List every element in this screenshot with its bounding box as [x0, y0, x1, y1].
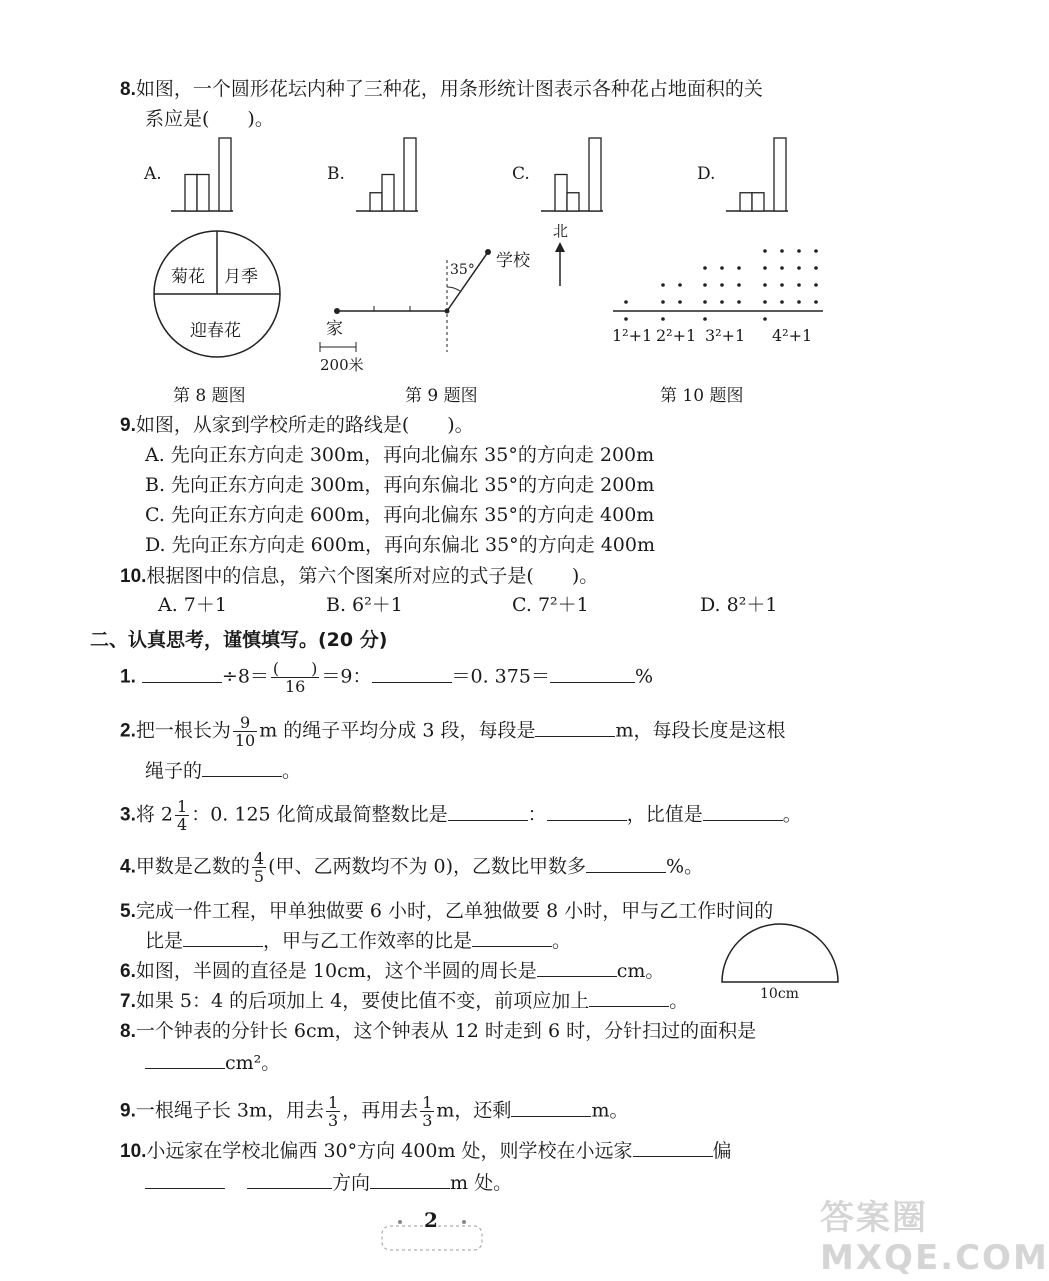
- fill-7-text-b: 。: [669, 990, 689, 1012]
- fill-6-blank[interactable]: [537, 958, 617, 977]
- q9-number: 9.: [120, 415, 136, 436]
- pattern-dot: [703, 266, 707, 270]
- q8-option-a-label: A.: [144, 164, 162, 184]
- fill-5-text-b: 比是: [145, 930, 184, 952]
- fig9-angle-label: 35°: [450, 262, 475, 278]
- semicircle-figure: [716, 920, 846, 990]
- pattern-dot: [703, 300, 707, 304]
- fill-9-fraction-b: [420, 1094, 434, 1129]
- fill-4: [120, 850, 703, 885]
- pattern-dot: [737, 283, 741, 287]
- q10-option-a: A. 7＋1: [158, 594, 227, 616]
- fill-3-text-c: ，比值是: [626, 803, 703, 826]
- fig10-label-1: 1²+1: [612, 326, 653, 345]
- fill-2-line1: [120, 714, 786, 749]
- fill-6-text-b: cm。: [616, 960, 665, 982]
- pattern-dot: [661, 283, 665, 287]
- q10-option-b: B. 6²＋1: [326, 594, 403, 616]
- fill-10-text-b: 偏: [712, 1140, 732, 1162]
- extra-dot: [624, 317, 628, 321]
- fill-9-fraction-a-numerator: 1: [328, 1093, 339, 1112]
- bar: [752, 193, 764, 211]
- q9-stem: [120, 410, 474, 441]
- fill-7-blank[interactable]: [589, 988, 669, 1007]
- q9-option-c: C. 先向正东方向走 600m，再向北偏东 35°的方向走 400m: [145, 504, 655, 526]
- watermark-text: 答案圈 MXQE.COM: [820, 1198, 1049, 1278]
- pattern-dot: [624, 300, 628, 304]
- fill-10-text-c: 方向: [332, 1172, 371, 1194]
- fill-9-text-c: m，还剩: [436, 1099, 512, 1122]
- q9-text: 如图，从家到学校所走的路线是( )。: [135, 414, 474, 436]
- fig9-home-label: 家: [326, 319, 343, 339]
- pattern-dot: [720, 283, 724, 287]
- north-label: 北: [553, 222, 569, 240]
- q10-number: 10.: [120, 566, 147, 587]
- q10-option-c: C. 7²＋1: [512, 594, 589, 616]
- fig8-caption: 第 8 题图: [173, 386, 246, 406]
- q8-text1: 如图，一个圆形花坛内种了三种花，用条形统计图表示各种花占地面积的关: [135, 78, 763, 100]
- pattern-dot: [737, 266, 741, 270]
- fill-5-line1: [120, 896, 773, 927]
- north-arrow-icon: [550, 240, 570, 290]
- fill-1-blank-b[interactable]: [372, 664, 452, 683]
- fill-1-fraction: [271, 660, 320, 695]
- fill-2-text-c: m，每段长度是这根: [615, 719, 786, 742]
- fig10-dot-pattern: [605, 240, 835, 320]
- fill-1-fraction-denominator: 16: [284, 677, 306, 696]
- fill-4-fraction: [252, 850, 266, 885]
- q10-option-d: D. 8²＋1: [700, 594, 778, 616]
- fill-9-fraction-b-denominator: 3: [422, 1111, 433, 1130]
- fill-10-text-a: 小远家在学校北偏西 30°方向 400m 处，则学校在小远家: [146, 1140, 633, 1162]
- q9-option-d: D. 先向正东方向走 600m，再向东偏北 35°的方向走 400m: [145, 534, 655, 556]
- fill-3-blank-a[interactable]: [448, 802, 528, 821]
- fill-3-blank-c[interactable]: [703, 802, 783, 821]
- fill-3-number: 3.: [120, 804, 136, 826]
- fig10-label-4: 4²+1: [772, 326, 813, 345]
- fill-2-number: 2.: [120, 720, 136, 742]
- fill-9-text-b: ，再用去: [342, 1099, 419, 1122]
- fill-10-blank-d[interactable]: [370, 1170, 450, 1189]
- fig8-circle-diagram: [150, 226, 290, 366]
- watermark-logo: [820, 1198, 1049, 1278]
- bar: [382, 175, 394, 212]
- fill-1-text-b: ＝9：: [321, 665, 372, 688]
- pattern-dot: [661, 300, 665, 304]
- fill-8-text-b: cm²。: [225, 1052, 281, 1074]
- fig9-caption: 第 9 题图: [405, 386, 478, 406]
- bar: [185, 175, 197, 212]
- fig8-label-rose: 月季: [224, 267, 258, 287]
- fill-2-blank-b[interactable]: [202, 758, 282, 777]
- fill-4-text-a: 甲数是乙数的: [135, 855, 250, 878]
- fill-4-number: 4.: [120, 856, 136, 878]
- bar: [219, 138, 231, 211]
- extra-dot: [763, 317, 767, 321]
- fill-2-text-e: 。: [282, 760, 302, 782]
- fill-10-number: 10.: [120, 1141, 147, 1162]
- fill-4-text-b: (甲、乙两数均不为 0)，乙数比甲数多: [268, 855, 587, 878]
- semicircle-shape: [722, 924, 838, 982]
- fill-8-text-a: 一个钟表的分针长 6cm，这个钟表从 12 时走到 6 时，分针扫过的面积是: [135, 1020, 757, 1042]
- fill-3-blank-b[interactable]: [547, 802, 627, 821]
- fill-5-text-c: ，甲与乙工作效率的比是: [263, 930, 473, 952]
- bar: [740, 193, 752, 211]
- fill-9-fraction-b-numerator: 1: [422, 1093, 433, 1112]
- fill-5-blank-a[interactable]: [183, 928, 263, 947]
- fill-3-text-b: ：0. 125 化简成最简整数比是: [191, 803, 448, 826]
- pattern-dot: [763, 249, 767, 253]
- fill-9-blank[interactable]: [511, 1098, 591, 1117]
- fill-2-blank-a[interactable]: [535, 718, 615, 737]
- q10-text: 根据图中的信息，第六个图案所对应的式子是( )。: [146, 565, 599, 587]
- q8-option-d-label: D.: [697, 164, 716, 184]
- q9-option-a: A. 先向正东方向走 300m，再向北偏东 35°的方向走 200m: [145, 444, 655, 466]
- fill-1: [120, 660, 653, 695]
- fill-1-blank-c[interactable]: [550, 664, 635, 683]
- fill-9-text-a: 一根绳子长 3m，用去: [135, 1099, 325, 1122]
- fill-10-line2: [145, 1168, 512, 1198]
- section2-title: 二、认真思考，谨慎填写。(20 分): [90, 629, 388, 651]
- q8-option-bar-charts: [0, 0, 1000, 230]
- pattern-dot: [797, 300, 801, 304]
- angle-arc: [447, 287, 460, 291]
- fill-10-blank-c[interactable]: [247, 1170, 332, 1189]
- fill-10-blank-b[interactable]: [145, 1170, 225, 1189]
- fill-1-number: 1.: [120, 666, 136, 688]
- fill-2-fraction: [233, 714, 257, 749]
- fig8-label-jasmine: 迎春花: [190, 321, 241, 341]
- fill-7-number: 7.: [120, 991, 136, 1012]
- fill-5-text-a: 完成一件工程，甲单独做要 6 小时，乙单独做要 8 小时，甲与乙工作时间的: [135, 900, 774, 922]
- pattern-dot: [814, 300, 818, 304]
- extra-dot: [703, 317, 707, 321]
- bar: [370, 193, 382, 211]
- fill-8-number: 8.: [120, 1021, 136, 1042]
- fill-4-blank[interactable]: [586, 854, 666, 873]
- fill-3: [120, 798, 802, 833]
- fill-1-blank-a[interactable]: [142, 664, 222, 683]
- fill-3-colon: ：: [527, 803, 547, 826]
- fill-2-text-d: 绳子的: [145, 760, 203, 782]
- q9-option-b: B. 先向正东方向走 300m，再向东偏北 35°的方向走 200m: [145, 474, 655, 496]
- pattern-dot: [780, 283, 784, 287]
- fill-4-fraction-denominator: 5: [253, 867, 265, 886]
- semicircle-diameter-label: 10cm: [760, 986, 799, 1002]
- bar: [774, 138, 786, 211]
- q8-text2: 系应是( )。: [145, 108, 274, 130]
- q8-number: 8.: [120, 79, 136, 100]
- q8-option-c-label: C.: [512, 164, 530, 184]
- q10-stem: [120, 561, 598, 592]
- fill-6: [120, 956, 664, 987]
- fill-5-number: 5.: [120, 901, 136, 922]
- bar: [555, 175, 567, 212]
- fill-9-fraction-a-denominator: 3: [328, 1111, 339, 1130]
- fill-3-fraction: [175, 798, 189, 833]
- fill-2-text-b: m 的绳子平均分成 3 段，每段是: [259, 719, 536, 742]
- fill-1-text-c: ＝0. 375＝: [451, 665, 550, 688]
- pattern-dot: [797, 283, 801, 287]
- fill-8-line2: [145, 1048, 280, 1078]
- fill-2-fraction-denominator: 10: [234, 731, 256, 750]
- pattern-dot: [814, 249, 818, 253]
- fill-8-line1: [120, 1016, 756, 1047]
- pattern-dot: [678, 300, 682, 304]
- fill-7-text-a: 如果 5：4 的后项加上 4，要使比值不变，前项应加上: [135, 990, 590, 1012]
- pattern-dot: [780, 300, 784, 304]
- pattern-dot: [720, 300, 724, 304]
- fill-10-line1: [120, 1136, 732, 1167]
- fill-6-number: 6.: [120, 961, 136, 982]
- pattern-dot: [703, 283, 707, 287]
- fill-3-text-d: 。: [782, 803, 802, 826]
- pattern-dot: [814, 283, 818, 287]
- extra-dot: [661, 317, 665, 321]
- fill-1-percent: %: [634, 665, 654, 688]
- pattern-dot: [763, 283, 767, 287]
- page-number: 2: [424, 1208, 438, 1232]
- pattern-dot: [763, 300, 767, 304]
- fill-2-fraction-numerator: 9: [233, 714, 257, 732]
- fig9-school-label: 学校: [496, 251, 530, 271]
- fill-9: [120, 1094, 628, 1129]
- fill-5-blank-b[interactable]: [472, 928, 552, 947]
- pattern-dot: [720, 266, 724, 270]
- fill-10-text-d: m 处。: [450, 1172, 513, 1194]
- pattern-dot: [797, 249, 801, 253]
- fig9-scale-label: 200米: [320, 356, 364, 374]
- pattern-dot: [780, 266, 784, 270]
- fill-9-fraction-a: [326, 1094, 340, 1129]
- pattern-dot: [678, 283, 682, 287]
- pattern-dot: [763, 266, 767, 270]
- fill-3-text-a: 将 2: [135, 803, 173, 826]
- school-point: [485, 249, 491, 255]
- fill-5-line2: [145, 926, 571, 956]
- fill-9-text-d: m。: [591, 1099, 629, 1122]
- fill-4-text-c: %。: [666, 855, 704, 878]
- fill-8-blank[interactable]: [145, 1050, 225, 1069]
- fill-10-blank-a[interactable]: [633, 1138, 713, 1157]
- fill-1-text-a: ÷8＝: [221, 665, 269, 688]
- pattern-dot: [797, 266, 801, 270]
- fill-2-line2: [145, 756, 301, 786]
- bar: [404, 138, 416, 211]
- pattern-dot: [814, 266, 818, 270]
- fill-2-text-a: 把一根长为: [135, 719, 231, 742]
- bar: [197, 175, 209, 212]
- fill-9-number: 9.: [120, 1100, 136, 1122]
- fill-7: [120, 986, 688, 1017]
- q8-option-b-label: B.: [327, 164, 345, 184]
- pattern-dot: [780, 249, 784, 253]
- fill-3-fraction-numerator: 1: [177, 797, 188, 816]
- fill-5-text-d: 。: [552, 930, 572, 952]
- bar: [589, 138, 601, 211]
- fill-6-text-a: 如图，半圆的直径是 10cm，这个半圆的周长是: [135, 960, 537, 982]
- fig10-label-2: 2²+1: [656, 326, 697, 345]
- pattern-dot: [737, 300, 741, 304]
- fill-1-fraction-numerator[interactable]: ( ): [272, 659, 318, 678]
- fig10-label-3: 3²+1: [705, 326, 746, 345]
- bar: [567, 193, 579, 211]
- fill-4-fraction-numerator: 4: [253, 849, 265, 868]
- fig10-caption: 第 10 题图: [660, 386, 744, 406]
- fig8-label-chrysanthemum: 菊花: [171, 267, 205, 287]
- northeast-path: [447, 252, 488, 311]
- fill-3-fraction-denominator: 4: [177, 815, 188, 834]
